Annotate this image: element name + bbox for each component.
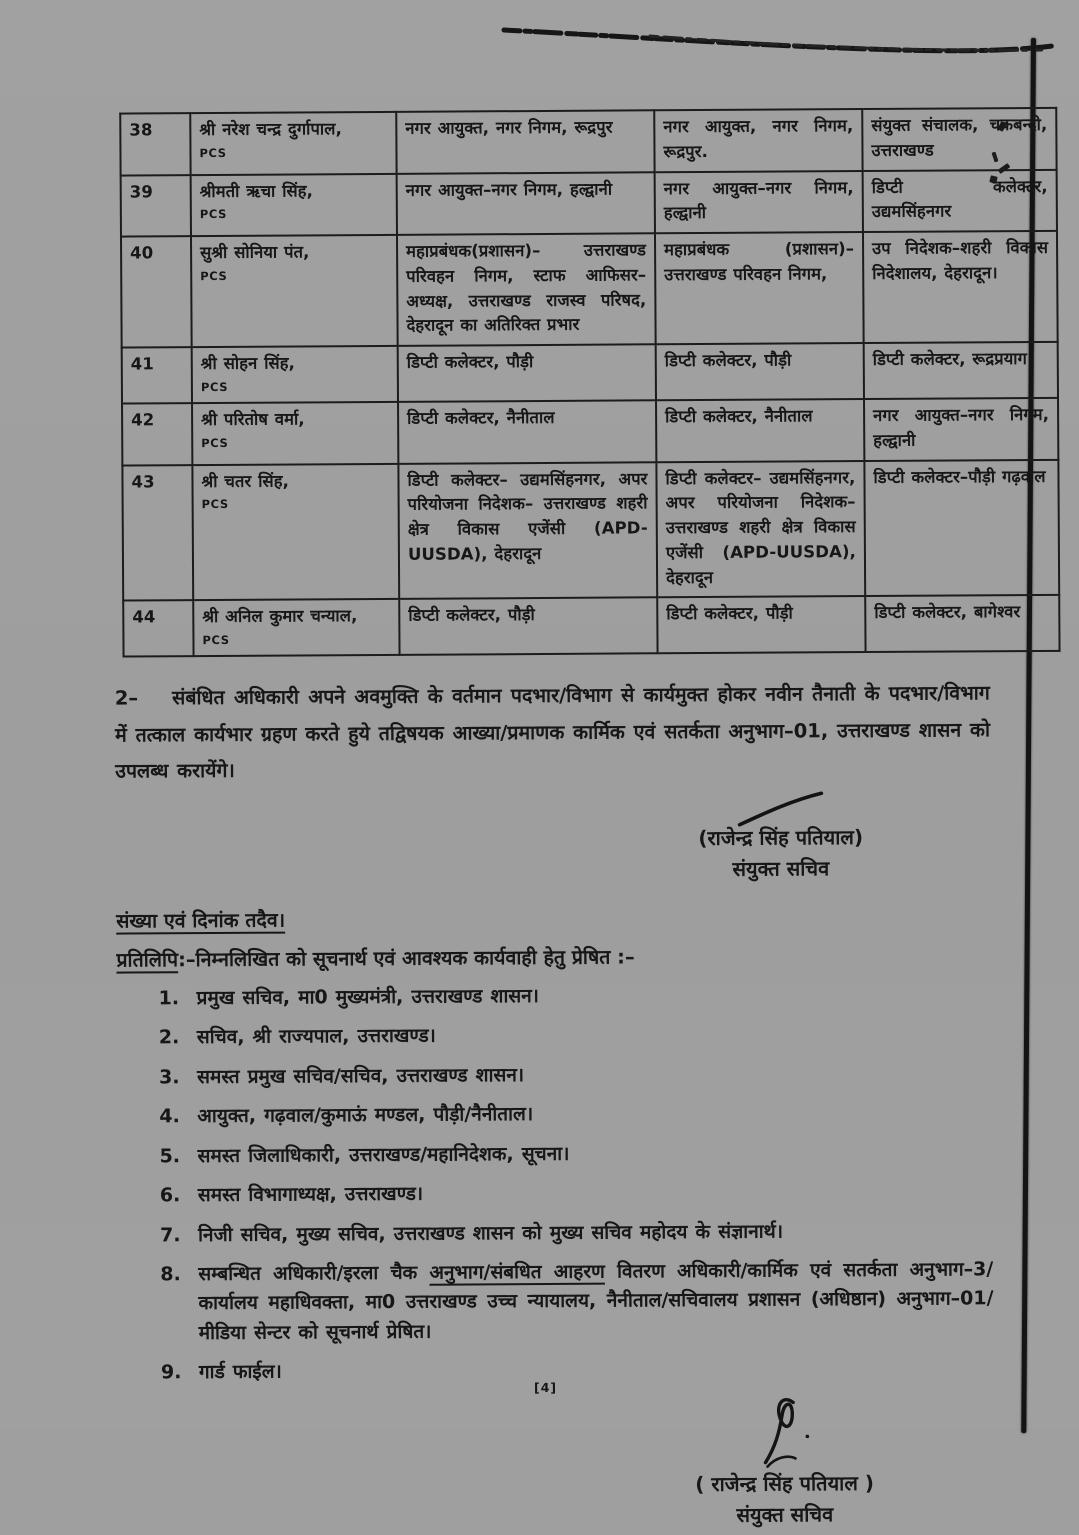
new-posting-cell: डिप्टी कलेक्टर, उद्यमसिंहनगर bbox=[863, 169, 1057, 232]
serial-number-cell: 38 bbox=[120, 113, 190, 175]
list-item bbox=[159, 1019, 992, 1054]
serial-number-cell: 39 bbox=[121, 175, 191, 237]
item-number: 7. bbox=[160, 1223, 181, 1246]
serial-number-cell: 43 bbox=[122, 465, 193, 601]
item-number: 5. bbox=[159, 1144, 181, 1168]
officer-cadre: PCS bbox=[200, 268, 228, 283]
item-text-post: वितरण अधिकारी/कार्मिक एवं सतर्कता अनुभाग–3/कार्यालय महाधिवक्ता, मा0 उत्तराखण्ड उच्च न्यायालय, नैनीताल/सचिवालय प्रशासन (अधिष्ठान) अनुभाग–01/मीडिया सेन्टर को सूचनार्थ प्रेषित। bbox=[198, 1258, 994, 1345]
item-text: आयुक्त, गढ़वाल/कुमाऊं मण्डल, पौड़ी/नैनीताल। bbox=[197, 1103, 534, 1128]
item-number: 9. bbox=[160, 1361, 182, 1384]
table-row bbox=[121, 231, 1058, 348]
previous-posting-cell: डिप्टी कलेक्टर– उद्यमसिंहनगर, अपर परियोजना निदेशक– उत्तराखण्ड शहरी क्षेत्र विकास एजेंसी (APD-UUSDA), देहरादून bbox=[398, 462, 657, 599]
item-number: 6. bbox=[159, 1184, 181, 1207]
signatory-name: (राजेन्द्र सिंह पतियाल) bbox=[698, 825, 864, 851]
current-posting-cell: डिप्टी कलेक्टर, नैनीताल bbox=[656, 399, 864, 462]
document-body bbox=[115, 675, 995, 1534]
page-number: [4] bbox=[533, 1379, 558, 1396]
officer-cadre: PCS bbox=[201, 497, 229, 512]
officer-name-cell bbox=[192, 346, 398, 403]
officer-name-cell bbox=[191, 173, 397, 236]
officer-cadre: PCS bbox=[199, 145, 227, 160]
current-posting-cell: नगर आयुक्त–नगर निगम, हल्द्वानी bbox=[655, 171, 863, 234]
officer-cadre: PCS bbox=[199, 207, 228, 222]
paragraph-text: संबंधित अधिकारी अपने अवमुक्ति के वर्तमान पदभार/विभाग से कार्यमुक्त होकर नवीन तैनाती के पदभार/विभाग में तत्काल कार्यभार ग्रहण करते हुये तद्विषयक आख्या/प्रमाणक कार्मिक एवं सतर्कता अनुभाग–01, उत्तराखण्ड शासन को उपलब्ध करायेंगे। bbox=[114, 681, 991, 783]
new-posting-cell: उप निदेशक–शहरी विकास निदेशालय, देहरादून। bbox=[863, 231, 1058, 343]
copy-to-rest: :–निम्नलिखित को सूचनार्थ एवं आवश्यक कार्यवाही हेतु प्रेषित :– bbox=[178, 945, 635, 972]
copy-to-label: प्रतिलिपि bbox=[116, 948, 179, 972]
officer-name: श्री परितोष वर्मा, bbox=[201, 409, 305, 430]
officer-name-cell bbox=[192, 402, 398, 465]
new-posting-cell: डिप्टी कलेक्टर–पौड़ी गढ़वाल bbox=[864, 459, 1059, 596]
table-row bbox=[122, 398, 1058, 465]
item-number: 4. bbox=[159, 1105, 180, 1128]
previous-posting-cell: महाप्रबंधक(प्रशासन)– उत्तराखण्ड परिवहन निगम, स्टाफ आफिसर–अध्यक्ष, उत्तराखण्ड राजस्व परिषद, देहरादून का अतिरिक्त प्रभार bbox=[397, 233, 656, 346]
officer-name-cell bbox=[190, 112, 396, 175]
item-text bbox=[198, 1255, 994, 1348]
officer-name: श्रीमती ऋचा सिंह, bbox=[199, 180, 314, 201]
signatory-title: संयुक्त सचिव bbox=[732, 856, 830, 881]
item-number: 3. bbox=[159, 1066, 180, 1089]
list-item bbox=[160, 1137, 993, 1172]
item-number: 2. bbox=[158, 1026, 180, 1049]
current-posting-cell: डिप्टी कलेक्टर– उद्यमसिंहनगर, अपर परियोजना निदेशक– उत्तराखण्ड शहरी क्षेत्र विकास एजेंसी (APD-UUSDA), देहरादून bbox=[656, 461, 865, 598]
previous-posting-cell: नगर आयुक्त–नगर निगम, हल्द्वानी bbox=[397, 172, 655, 235]
list-item bbox=[160, 1255, 994, 1348]
handwritten-signature bbox=[749, 1394, 819, 1472]
officer-transfer-table bbox=[119, 107, 1060, 658]
new-posting-cell: डिप्टी कलेक्टर, रूद्रप्रयाग bbox=[864, 342, 1058, 399]
signature-block-top bbox=[630, 790, 931, 886]
table-row bbox=[122, 459, 1059, 600]
list-item bbox=[160, 1176, 993, 1211]
officer-name-cell bbox=[191, 235, 398, 347]
current-posting-cell: डिप्टी कलेक्टर, पौड़ी bbox=[657, 596, 865, 653]
current-posting-cell: नगर आयुक्त, नगर निगम, रूद्रपुर. bbox=[654, 109, 862, 172]
new-posting-cell: संयुक्त संचालक, चकबन्दी, उत्तराखण्ड bbox=[862, 108, 1056, 171]
copy-to-heading bbox=[116, 940, 991, 972]
new-posting-cell: डिप्टी कलेक्टर, बागेश्वर bbox=[865, 595, 1059, 652]
item-text: समस्त जिलाधिकारी, उत्तराखण्ड/महानिदेशक, सूचना। bbox=[197, 1142, 570, 1167]
previous-posting-cell: डिप्टी कलेक्टर, पौड़ी bbox=[398, 344, 656, 402]
officer-name: श्री अनिल कुमार चन्याल, bbox=[202, 606, 358, 627]
serial-number-cell: 41 bbox=[122, 347, 192, 403]
table-row bbox=[123, 595, 1059, 657]
item-text-pre: सम्बन्धित अधिकारी/इरला चैक bbox=[198, 1261, 430, 1286]
officer-cadre: PCS bbox=[201, 435, 229, 450]
officer-cadre: PCS bbox=[202, 632, 230, 648]
officer-name-cell bbox=[192, 463, 399, 600]
list-item bbox=[159, 979, 992, 1014]
table-row bbox=[122, 342, 1058, 404]
paragraph-2 bbox=[115, 675, 991, 790]
serial-number-cell: 40 bbox=[121, 236, 192, 347]
item-text: निजी सचिव, मुख्य सचिव, उत्तराखण्ड शासन को मुख्य सचिव महोदय के संज्ञानार्थ। bbox=[198, 1220, 784, 1246]
current-posting-cell: डिप्टी कलेक्टर, पौड़ी bbox=[656, 343, 864, 400]
officer-name: श्री सोहन सिंह, bbox=[200, 353, 295, 374]
officer-cadre: PCS bbox=[200, 379, 229, 394]
item-text: समस्त विभागाध्यक्ष, उत्तराखण्ड। bbox=[197, 1182, 424, 1207]
paragraph-number: 2– bbox=[114, 686, 139, 710]
table-row bbox=[121, 169, 1057, 236]
item-text-underlined: अनुभाग/संबधित आहरण bbox=[429, 1260, 605, 1284]
serial-number-cell: 42 bbox=[122, 403, 192, 465]
officer-name-cell bbox=[193, 599, 399, 656]
current-posting-cell: महाप्रबंधक (प्रशासन)– उत्तराखण्ड परिवहन निगम, bbox=[655, 232, 864, 344]
officer-name: श्री नरेश चन्द्र दुर्गापाल, bbox=[199, 119, 342, 140]
officer-name: सुश्री सोनिया पंत, bbox=[200, 242, 310, 263]
table-row bbox=[120, 108, 1056, 175]
reference-number-line: संख्या एवं दिनांक तदैव। bbox=[116, 908, 286, 933]
previous-posting-cell: डिप्टी कलेक्टर, नैनीताल bbox=[398, 400, 656, 463]
signatory-title: संयुक्त सचिव bbox=[736, 1502, 834, 1527]
item-text: गार्ड फाईल। bbox=[198, 1360, 282, 1384]
serial-number-cell: 44 bbox=[123, 600, 193, 656]
previous-posting-cell: डिप्टी कलेक्टर, पौड़ी bbox=[399, 598, 657, 656]
item-text: प्रमुख सचिव, मा0 मुख्यमंत्री, उत्तराखण्ड शासन। bbox=[196, 984, 540, 1010]
item-text: समस्त प्रमुख सचिव/सचिव, उत्तराखण्ड शासन। bbox=[197, 1063, 525, 1088]
item-number: 1. bbox=[158, 987, 180, 1010]
new-posting-cell: नगर आयुक्त–नगर निगम, हल्द्वानी bbox=[864, 398, 1058, 461]
signatory-name: ( राजेन्द्र सिंह पतियाल ) bbox=[695, 1470, 875, 1496]
item-number: 8. bbox=[160, 1263, 181, 1286]
item-text: सचिव, श्री राज्यपाल, उत्तराखण्ड। bbox=[196, 1025, 436, 1049]
officer-name: श्री चतर सिंह, bbox=[201, 471, 289, 491]
previous-posting-cell: नगर आयुक्त, नगर निगम, रूद्रपुर bbox=[396, 110, 654, 173]
list-item bbox=[159, 1098, 992, 1133]
copy-recipient-list bbox=[117, 979, 994, 1388]
list-item bbox=[160, 1216, 993, 1251]
signature-block-bottom bbox=[634, 1393, 935, 1531]
list-item bbox=[159, 1058, 992, 1093]
scan-streak-artifact bbox=[500, 20, 1060, 64]
